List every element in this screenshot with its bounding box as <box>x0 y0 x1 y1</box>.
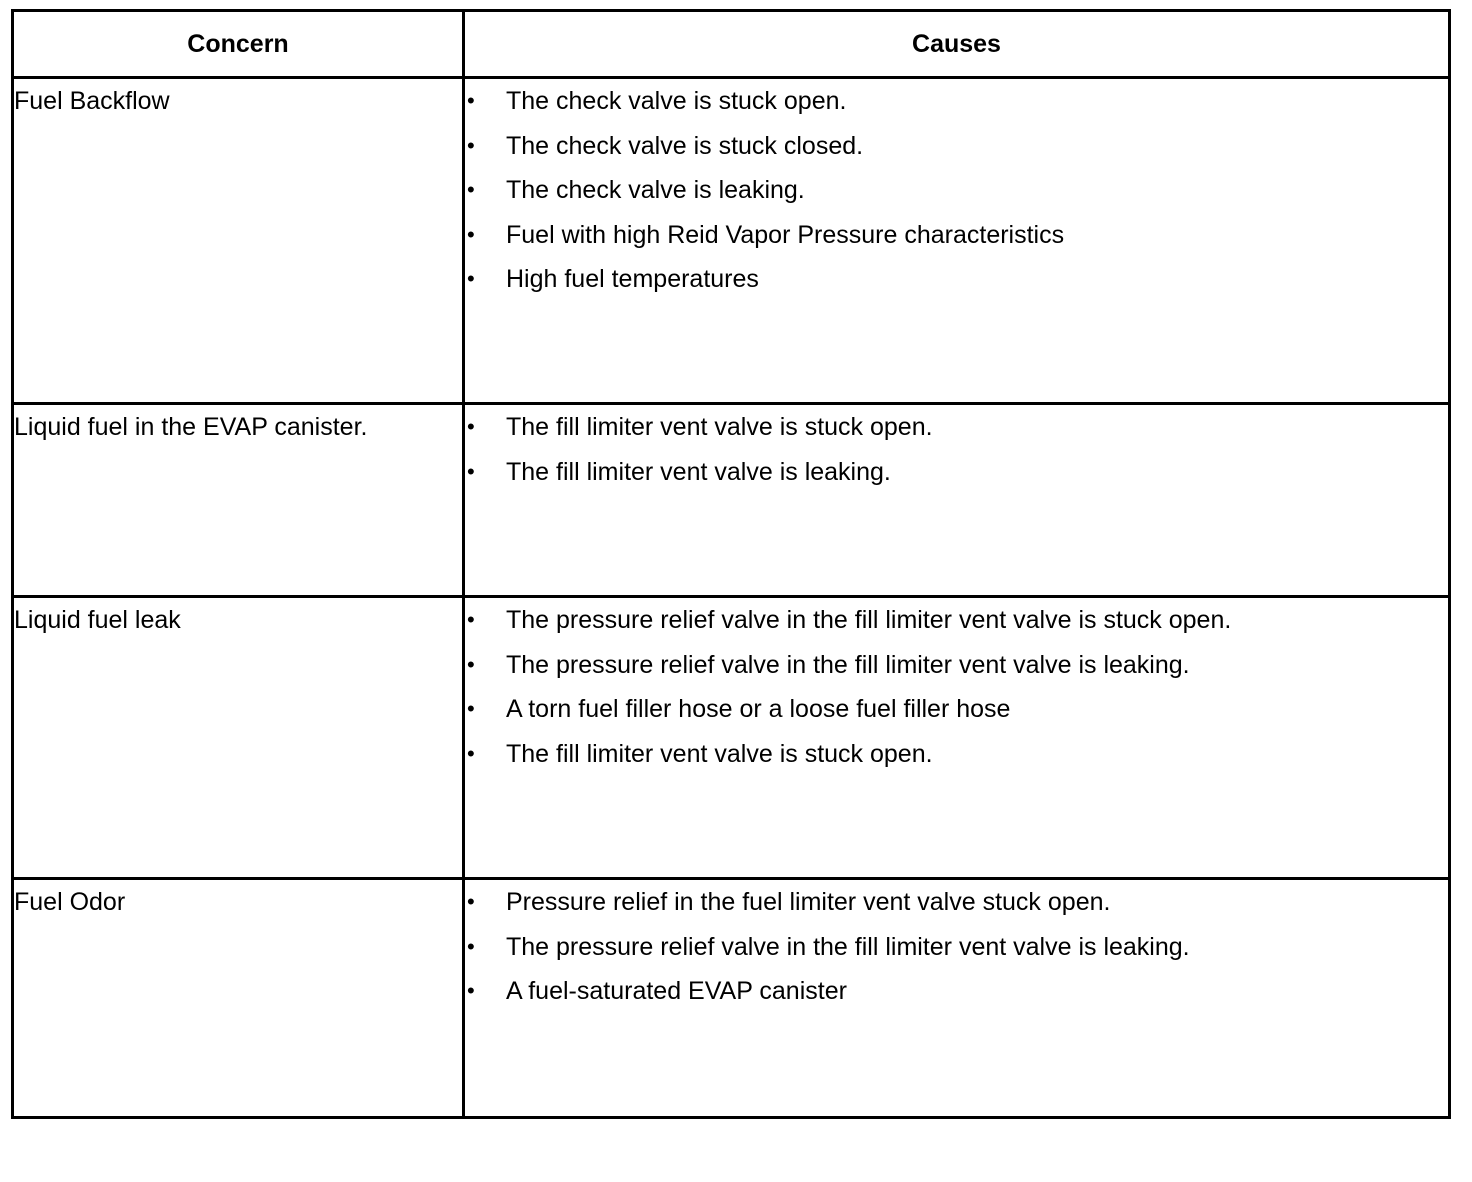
cause-text: A fuel-saturated EVAP canister <box>506 977 847 1005</box>
cause-item <box>465 257 1448 302</box>
cause-list <box>465 79 1448 302</box>
cause-list <box>465 880 1448 1014</box>
bullet-icon: • <box>467 651 475 677</box>
cause-item <box>465 168 1448 213</box>
table-header-row <box>13 11 1450 78</box>
table-row <box>13 404 1450 597</box>
causes-cell <box>464 78 1450 404</box>
bullet-icon: • <box>467 177 475 202</box>
bullet-icon: • <box>467 740 475 766</box>
concern-causes-table <box>11 9 1451 1119</box>
table-row <box>13 78 1450 404</box>
bullet-icon: • <box>467 607 475 632</box>
cause-text: The fill limiter vent valve is stuck open. <box>506 739 933 768</box>
cause-text: The pressure relief valve in the fill limiter vent valve is stuck open. <box>506 606 1232 634</box>
bullet-icon: • <box>467 266 475 291</box>
table-row <box>13 597 1450 879</box>
bullet-icon: • <box>467 458 475 484</box>
cause-text: A torn fuel filler hose or a loose fuel filler hose <box>506 695 1011 723</box>
concern-cell: Fuel Backflow <box>13 78 464 404</box>
concern-cell: Fuel Odor <box>13 879 464 1118</box>
cause-text: The check valve is stuck open. <box>506 87 847 115</box>
cause-text: High fuel temperatures <box>506 265 759 293</box>
cause-item <box>465 880 1448 925</box>
cause-list <box>465 405 1448 494</box>
bullet-icon: • <box>467 978 475 1003</box>
table-row <box>13 879 1450 1118</box>
bullet-icon: • <box>467 889 475 914</box>
cause-text: The fill limiter vent valve is stuck open. <box>506 413 933 441</box>
causes-cell <box>464 404 1450 597</box>
cause-item <box>465 687 1448 732</box>
cause-item <box>465 643 1448 688</box>
causes-cell <box>464 879 1450 1118</box>
cause-item <box>465 405 1448 450</box>
cause-item <box>465 124 1448 169</box>
causes-cell <box>464 597 1450 879</box>
bullet-icon: • <box>467 414 475 439</box>
cause-text: Pressure relief in the fuel limiter vent valve stuck open. <box>506 888 1111 916</box>
cause-item <box>465 213 1448 258</box>
cause-item <box>465 925 1448 970</box>
concern-cell: Liquid fuel leak <box>13 597 464 879</box>
bullet-icon: • <box>467 88 475 113</box>
cause-item <box>465 598 1448 643</box>
bullet-icon: • <box>467 221 475 247</box>
causes-header: Causes <box>464 11 1450 78</box>
cause-item <box>465 969 1448 1014</box>
cause-text: The fill limiter vent valve is leaking. <box>506 457 891 486</box>
concern-header: Concern <box>13 11 464 78</box>
concern-cell: Liquid fuel in the EVAP canister. <box>13 404 464 597</box>
cause-text: The check valve is leaking. <box>506 176 805 204</box>
bullet-icon: • <box>467 696 475 721</box>
bullet-icon: • <box>467 132 475 158</box>
cause-list <box>465 598 1448 776</box>
cause-text: The check valve is stuck closed. <box>506 131 864 160</box>
cause-item <box>465 450 1448 495</box>
cause-item <box>465 732 1448 777</box>
cause-text: Fuel with high Reid Vapor Pressure characteristics <box>506 220 1065 249</box>
bullet-icon: • <box>467 933 475 959</box>
cause-item <box>465 79 1448 124</box>
cause-text: The pressure relief valve in the fill limiter vent valve is leaking. <box>506 932 1190 961</box>
cause-text: The pressure relief valve in the fill limiter vent valve is leaking. <box>506 650 1190 679</box>
